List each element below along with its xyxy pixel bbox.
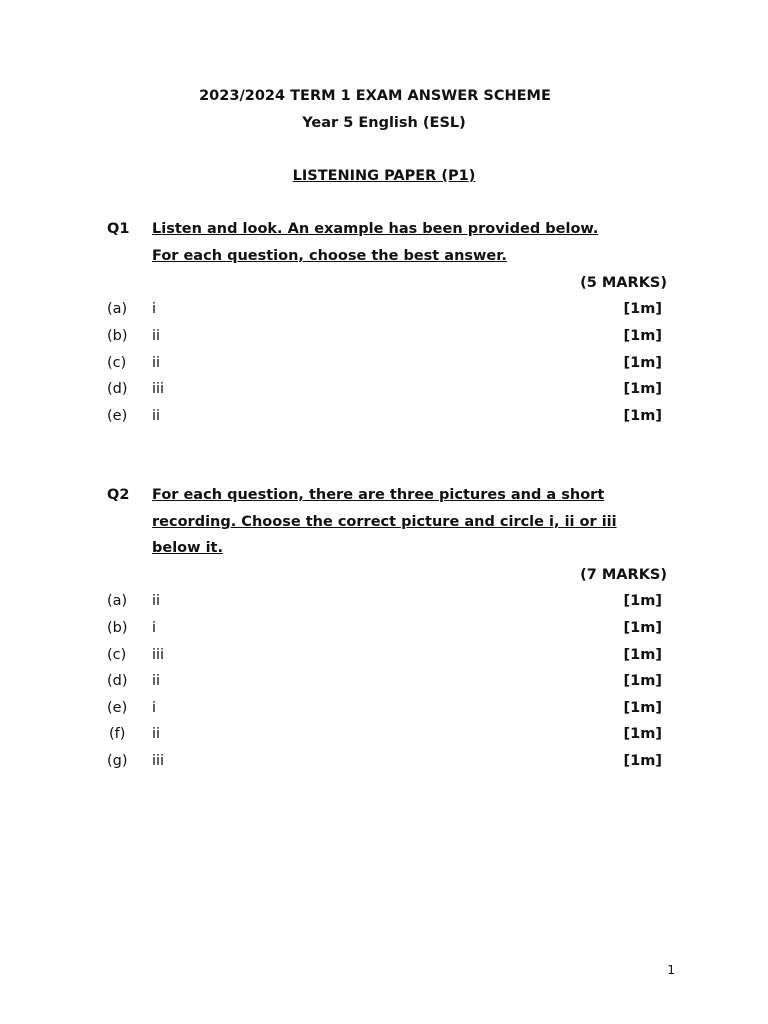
answer-mark: [1m] — [623, 301, 662, 317]
answer-row — [0, 355, 768, 375]
answer-label: (a) — [107, 593, 128, 609]
question-2-instruction-line-3: below it. — [152, 540, 223, 556]
answer-mark: [1m] — [623, 328, 662, 344]
answer-row — [0, 593, 768, 613]
answer-mark: [1m] — [623, 753, 662, 769]
question-1-number: Q1 — [107, 221, 130, 237]
answer-value: ii — [152, 355, 161, 371]
answer-mark: [1m] — [623, 726, 662, 742]
answer-row — [0, 301, 768, 321]
answer-value: i — [152, 301, 157, 317]
answer-mark: [1m] — [623, 647, 662, 663]
answer-row — [0, 753, 768, 773]
answer-label: (b) — [107, 328, 128, 344]
answer-value: i — [152, 620, 157, 636]
question-1-instruction-line-2: For each question, choose the best answer. — [152, 248, 507, 264]
answer-row — [0, 620, 768, 640]
answer-value: ii — [152, 328, 161, 344]
question-2-total-marks: (7 MARKS) — [580, 567, 667, 583]
answer-label: (c) — [107, 647, 127, 663]
answer-value: iii — [152, 753, 165, 769]
answer-mark: [1m] — [623, 673, 662, 689]
answer-value: ii — [152, 726, 161, 742]
answer-mark: [1m] — [623, 408, 662, 424]
answer-label: (d) — [107, 381, 128, 397]
answer-label: (e) — [107, 700, 128, 716]
answer-value: i — [152, 700, 157, 716]
answer-mark: [1m] — [623, 355, 662, 371]
question-2-instruction-line-1: For each question, there are three pictures and a short — [152, 487, 605, 503]
answer-value: ii — [152, 593, 161, 609]
answer-row — [0, 381, 768, 401]
answer-mark: [1m] — [623, 381, 662, 397]
page-number: 1 — [667, 963, 675, 977]
question-1-total-marks: (5 MARKS) — [580, 275, 667, 291]
answer-row — [0, 408, 768, 428]
answer-row — [0, 673, 768, 693]
answer-row — [0, 647, 768, 667]
answer-row — [0, 726, 768, 746]
answer-value: iii — [152, 647, 165, 663]
question-1-instruction-line-1: Listen and look. An example has been provided below. — [152, 221, 599, 237]
document-subtitle: Year 5 English (ESL) — [302, 115, 466, 131]
answer-value: ii — [152, 673, 161, 689]
paper-title: LISTENING PAPER (P1) — [292, 168, 476, 184]
answer-row — [0, 328, 768, 348]
answer-mark: [1m] — [623, 620, 662, 636]
answer-value: ii — [152, 408, 161, 424]
answer-row — [0, 700, 768, 720]
question-2-instruction-line-2: recording. Choose the correct picture and circle i, ii or iii — [152, 514, 617, 530]
answer-label: (e) — [107, 408, 128, 424]
question-2-number: Q2 — [107, 487, 130, 503]
answer-label: (g) — [107, 753, 128, 769]
answer-label: (a) — [107, 301, 128, 317]
answer-mark: [1m] — [623, 700, 662, 716]
answer-label: (f) — [109, 726, 126, 742]
answer-label: (c) — [107, 355, 127, 371]
document-title: 2023/2024 TERM 1 EXAM ANSWER SCHEME — [199, 88, 551, 104]
answer-mark: [1m] — [623, 593, 662, 609]
answer-label: (d) — [107, 673, 128, 689]
answer-label: (b) — [107, 620, 128, 636]
answer-value: iii — [152, 381, 165, 397]
